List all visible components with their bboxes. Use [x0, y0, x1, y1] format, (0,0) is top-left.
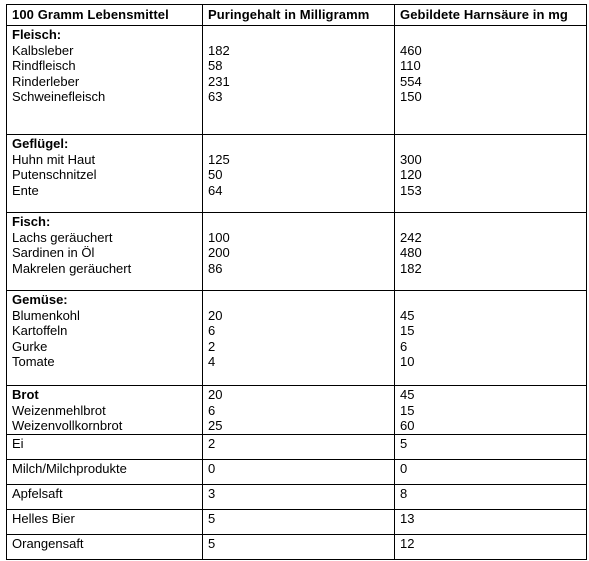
food-cell	[7, 386, 203, 435]
purine-value: 25	[208, 418, 223, 434]
purine-value: 58	[208, 58, 223, 74]
food-name: Gurke	[12, 338, 48, 354]
purine-value: 3	[203, 484, 395, 509]
uric-acid-value: 153	[400, 182, 422, 198]
food-name: Rindfleisch	[12, 58, 76, 74]
uric-acid-value: 242	[400, 229, 422, 245]
food-name: Tomate	[12, 354, 55, 370]
spacer	[208, 27, 389, 43]
uric-acid-cell	[395, 135, 587, 213]
table-row	[7, 509, 587, 534]
category-label: Fisch:	[12, 214, 51, 229]
food-name: Kalbsleber	[12, 42, 74, 58]
purine-value: 100	[208, 229, 230, 245]
food-name: Blumenkohl	[12, 307, 80, 323]
purine-value: 125	[208, 151, 230, 167]
uric-acid-value: 45	[400, 307, 415, 323]
purine-value: 4	[208, 354, 216, 370]
food-cell	[7, 26, 203, 135]
food-name: Makrelen geräuchert	[12, 260, 132, 276]
uric-acid-value: 6	[400, 338, 408, 354]
purine-value: 182	[208, 42, 230, 58]
uric-acid-value: 12	[395, 534, 587, 559]
food-name: Helles Bier	[7, 509, 203, 534]
purine-value: 2	[203, 434, 395, 459]
group-row-fleisch	[7, 26, 587, 135]
category-label: Brot	[12, 387, 39, 402]
uric-acid-cell	[395, 213, 587, 291]
uric-acid-cell	[395, 386, 587, 435]
category-label: Geflügel:	[12, 136, 69, 151]
purine-cell	[203, 386, 395, 435]
food-name: Apfelsaft	[7, 484, 203, 509]
uric-acid-value: 60	[400, 418, 415, 434]
header-purine: Puringehalt in Milligramm	[203, 5, 395, 26]
purine-value: 5	[203, 534, 395, 559]
header-row	[7, 5, 587, 26]
uric-acid-value: 110	[400, 58, 421, 74]
uric-acid-value: 8	[395, 484, 587, 509]
uric-acid-value: 15	[400, 323, 415, 339]
spacer	[400, 27, 581, 43]
purine-value: 50	[208, 167, 223, 183]
purine-value: 63	[208, 89, 223, 105]
food-cell	[7, 135, 203, 213]
food-name: Huhn mit Haut	[12, 151, 96, 167]
food-name: Weizenvollkornbrot	[12, 418, 123, 434]
header-food: 100 Gramm Lebensmittel	[7, 5, 203, 26]
uric-acid-value: 5	[395, 434, 587, 459]
food-name: Lachs geräuchert	[12, 229, 113, 245]
uric-acid-cell	[395, 26, 587, 135]
spacer	[208, 292, 389, 308]
purine-value: 6	[208, 402, 216, 418]
food-name: Schweinefleisch	[12, 89, 106, 105]
table-row	[7, 459, 587, 484]
header-uric-acid: Gebildete Harnsäure in mg	[395, 5, 587, 26]
food-name: Weizenmehlbrot	[12, 402, 106, 418]
table-row	[7, 484, 587, 509]
purine-cell	[203, 291, 395, 386]
spacer	[208, 136, 389, 152]
uric-acid-value: 182	[400, 260, 422, 276]
uric-acid-value: 10	[400, 354, 415, 370]
uric-acid-value: 120	[400, 167, 422, 183]
food-name: Orangensaft	[7, 534, 203, 559]
purine-value: 20	[208, 387, 223, 402]
purine-value: 0	[203, 459, 395, 484]
uric-acid-value: 300	[400, 151, 422, 167]
uric-acid-value: 15	[400, 402, 415, 418]
group-row-gemuese	[7, 291, 587, 386]
purine-value: 64	[208, 182, 223, 198]
food-name: Kartoffeln	[12, 323, 68, 339]
category-label: Fleisch:	[12, 27, 62, 42]
spacer	[208, 214, 389, 230]
category-label: Gemüse:	[12, 292, 68, 307]
uric-acid-value: 460	[400, 42, 422, 58]
spacer	[400, 136, 581, 152]
uric-acid-value: 0	[395, 459, 587, 484]
group-row-gefluegel	[7, 135, 587, 213]
purine-value: 200	[208, 245, 230, 261]
purine-cell	[203, 213, 395, 291]
group-row-fisch	[7, 213, 587, 291]
uric-acid-value: 554	[400, 73, 422, 89]
food-name: Putenschnitzel	[12, 167, 97, 183]
food-name: Ei	[7, 434, 203, 459]
food-name: Ente	[12, 182, 39, 198]
purine-table	[6, 4, 587, 560]
purine-value: 6	[208, 323, 216, 339]
food-name: Sardinen in Öl	[12, 245, 95, 261]
food-name: Milch/Milchprodukte	[7, 459, 203, 484]
uric-acid-value: 150	[400, 89, 422, 105]
purine-value: 2	[208, 338, 216, 354]
purine-cell	[203, 135, 395, 213]
uric-acid-cell	[395, 291, 587, 386]
group-row-brot	[7, 386, 587, 435]
food-name: Rinderleber	[12, 73, 80, 89]
purine-value: 5	[203, 509, 395, 534]
uric-acid-value: 480	[400, 245, 422, 261]
purine-cell	[203, 26, 395, 135]
purine-value: 231	[208, 73, 230, 89]
food-cell	[7, 213, 203, 291]
table-row	[7, 534, 587, 559]
purine-value: 86	[208, 260, 223, 276]
purine-value: 20	[208, 307, 223, 323]
spacer	[400, 292, 581, 308]
uric-acid-value: 13	[395, 509, 587, 534]
table-row	[7, 434, 587, 459]
spacer	[400, 214, 581, 230]
food-cell	[7, 291, 203, 386]
uric-acid-value: 45	[400, 387, 415, 402]
